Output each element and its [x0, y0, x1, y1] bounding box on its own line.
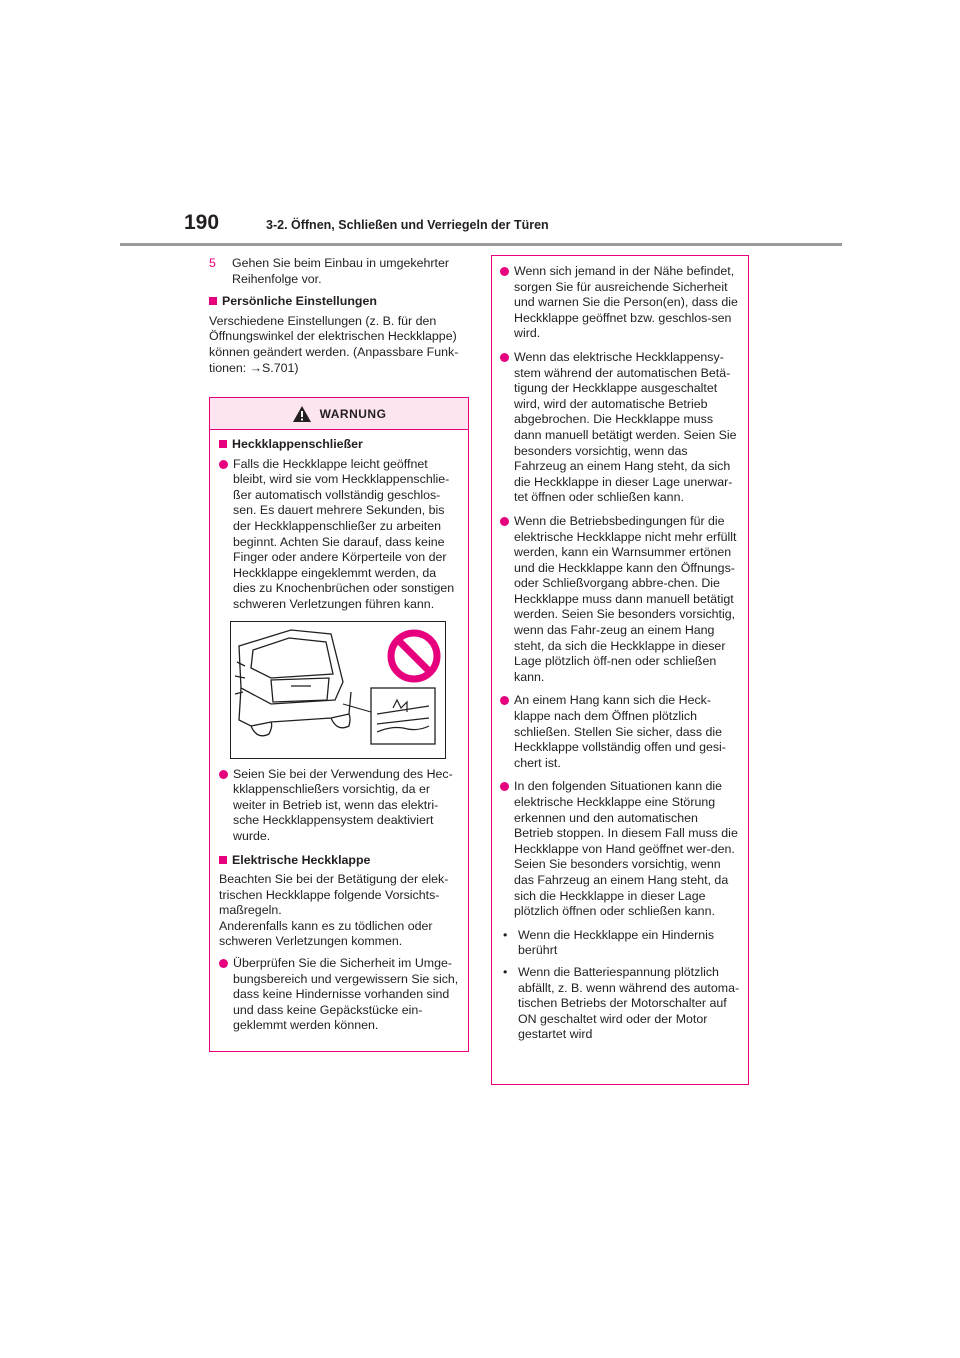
header-rule — [120, 243, 842, 246]
warning-continuation-box — [491, 255, 749, 1085]
sub-bullet-icon: • — [503, 927, 508, 942]
sub-bullet-icon: • — [503, 964, 508, 979]
bullet-text: An einem Hang kann sich die Heck-klappe nach dem Öffnen plötzlich schließen. Stellen Sie sicher, dass die Heckklappe vollständig offen und gesi-chert ist. — [514, 693, 726, 770]
bullet-dot-icon — [219, 959, 228, 968]
electric-intro: Beachten Sie bei der Betätigung der elek-trischen Heckklappe folgende Vorsichts-maßregeln. — [219, 872, 449, 918]
bullet-dot-icon — [500, 517, 509, 526]
warning-bullet — [500, 350, 740, 506]
bullet-text: Wenn das elektrische Heckklappensy-stem während der automatischen Betä-tigung der Heckklappe ausgeschaltet wird, wird der automatische Betrieb abgebrochen. Die Heckklappe muss dann manuell betätigt werden. Seien Sie besonders vorsichtig, wenn das Fahrzeug an einem Hang steht, da sich die Heckklappe in dieser Lage unerwar-tet öffnen oder schließen kann. — [514, 349, 737, 505]
warning-body — [210, 430, 468, 1034]
bullet-dot-icon — [500, 353, 509, 362]
personal-settings-text: Verschiedene Einstellungen (z. B. für den Öffnungswinkel der elektrischen Heckklappe) können geändert werden. (Anpassbare Funk-tionen: →S.701) — [209, 313, 459, 375]
bullet-dot-icon — [500, 782, 509, 791]
electric-intro-2: Anderenfalls kann es zu tödlichen oder schweren Verletzungen kommen. — [219, 918, 433, 949]
sub-item-text: Wenn die Batteriespannung plötzlich abfällt, z. B. wenn während des automa-tischen Betriebs der Motorschalter auf ON geschaltet wird oder der Motor gestartet wird — [518, 964, 740, 1042]
heading-text: Elektrische Heckklappe — [232, 852, 371, 867]
bullet-dot-icon — [219, 770, 228, 779]
warning-triangle-icon — [292, 405, 312, 423]
bullet-text: Falls die Heckklappe leicht geöffnet bleibt, wird sie vom Heckklappenschlie-ßer automatisch vollständig geschlos-sen. Es dauert mehrere Sekunden, bis der Heckklappenschließer zu arbeiten beginnt. Achten Sie darauf, dass keine Finger oder andere Körperteile von der Heckklappe eingeklemmt werden, da dies zu Knochenbrüchen oder sonstigen schweren Verletzungen führen kann. — [233, 456, 455, 611]
heading-text: Persönliche Einstellungen — [222, 294, 377, 309]
left-column — [209, 256, 467, 382]
step-number: 5 — [209, 256, 216, 270]
personal-settings-heading — [209, 294, 467, 310]
step-5 — [209, 256, 467, 287]
bullet-text: Seien Sie bei der Verwendung des Hec-kklappenschließers vorsichtig, da er weiter in Betrieb ist, wenn das elektri-sche Heckklappensystem deaktiviert wurde. — [233, 766, 453, 843]
warning-bullet — [500, 514, 740, 686]
electric-tailgate-heading — [219, 853, 460, 869]
closer-heading — [219, 437, 460, 453]
square-bullet-icon — [209, 297, 217, 305]
warning-bullet — [500, 264, 740, 342]
section-title: 3-2. Öffnen, Schließen und Verriegeln der Türen — [266, 218, 549, 232]
tailgate-illustration — [230, 621, 446, 759]
warning-box — [209, 397, 469, 1052]
warning-header — [210, 398, 468, 430]
heading-text: Heckklappenschließer — [232, 437, 363, 451]
bullet-dot-icon — [500, 696, 509, 705]
sub-item — [500, 965, 740, 1043]
sub-item — [500, 928, 740, 959]
warning-bullet — [219, 767, 460, 845]
warning-bullet — [219, 956, 460, 1034]
bullet-text: In den folgenden Situationen kann die elektrische Heckklappe eine Störung erkennen und den automatischen Betrieb stoppen. In diesem Fall muss die Heckklappe von Hand geöffnet wer-den. Seien Sie besonders vorsichtig, wenn das Fahrzeug an einem Hang steht, da sich die Heckklappe in dieser Lage plötzlich öffnen oder schließen kann. — [514, 779, 738, 919]
bullet-dot-icon — [500, 267, 509, 276]
square-bullet-icon — [219, 856, 227, 864]
warning-bullet — [500, 779, 740, 919]
warning-title: WARNUNG — [319, 406, 387, 421]
bullet-text: Überprüfen Sie die Sicherheit im Umge-bungsbereich und vergewissern Sie sich, dass keine Hindernisse vorhanden sind und dass keine Gepäckstücke ein-geklemmt werden können. — [233, 956, 459, 1033]
page-number: 190 — [184, 211, 220, 234]
step-text: Gehen Sie beim Einbau in umgekehrter Reihenfolge vor. — [232, 256, 449, 286]
bullet-text: Wenn die Betriebsbedingungen für die elektrische Heckklappe nicht mehr erfüllt werden, kann ein Warnsummer ertönen und die Heckklappe kann den Öffnungs- oder Schließvorgang abbre-chen. Die Heckklappe muss dann manuell betätigt werden. Seien Sie besonders vorsichtig, wenn das Fahr-zeug an einem Hang steht, da sich die Heckklappe in dieser Lage plötzlich öff-nen oder schließen kann. — [514, 513, 737, 684]
warning-bullet — [219, 457, 460, 613]
warning-bullet — [500, 693, 740, 771]
bullet-dot-icon — [219, 460, 228, 469]
square-bullet-icon — [219, 440, 227, 448]
sub-item-text: Wenn die Heckklappe ein Hindernis berührt — [518, 927, 715, 958]
bullet-text: Wenn sich jemand in der Nähe befindet, sorgen Sie für ausreichende Sicherheit und warnen Sie die Person(en), dass die Heckklappe geöffnet bzw. geschlos-sen wird. — [514, 264, 738, 341]
tailgate-closer-illustration — [231, 622, 445, 758]
